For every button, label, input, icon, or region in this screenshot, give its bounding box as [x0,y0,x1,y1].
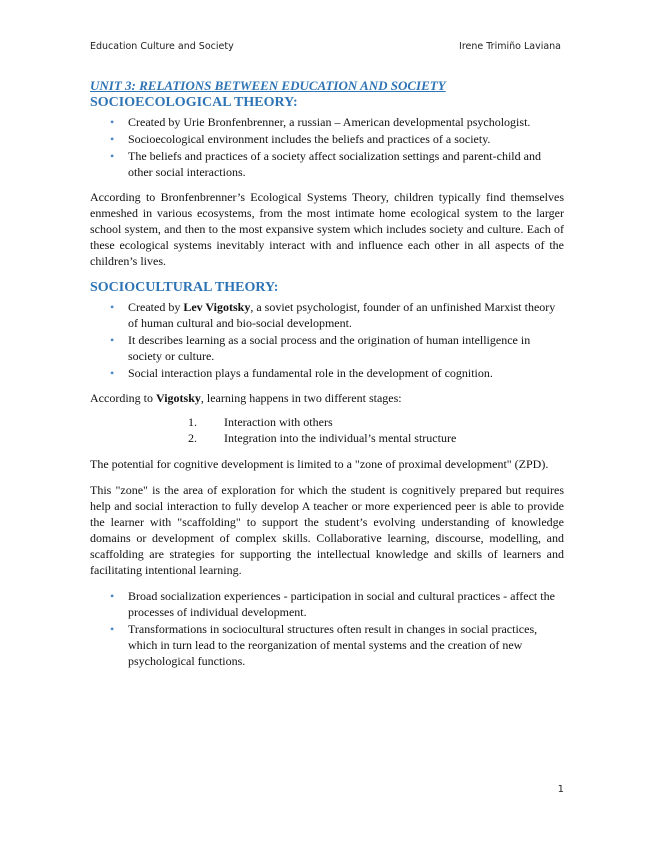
bronfenbrenner-paragraph: According to Bronfenbrenner’s Ecological Systems Theory, children typically find themselves enmeshed in various ecosystems, from the most intimate home ecological system to the larger school system, and then to the most expansive system which includes society and culture. Each of these ecological systems inevitably interact with and influence each other in all aspects of the children’s lives. [90,190,564,268]
list-item: • Socioecological environment includes the beliefs and practices of a society. [90,131,564,147]
list-item: • Social interaction plays a fundamental role in the development of cognition. [90,365,564,381]
unit-title: UNIT 3: RELATIONS BETWEEN EDUCATION AND SOCIETY [90,78,446,93]
list-item: • It describes learning as a social process and the origination of human intelligence in society or culture. [90,332,564,364]
list-item: • Created by Lev Vigotsky, a soviet psychologist, founder of an unfinished Marxist theory of human cultural and bio-social development. [90,299,564,331]
socioecological-bullets [90,114,564,180]
final-bullets [90,588,564,669]
sociocultural-heading: SOCIOCULTURAL THEORY: [90,280,279,295]
header-left: Education Culture and Society [90,41,234,52]
page-number: 1 [557,784,564,795]
list-item: • Broad socialization experiences - participation in social and cultural practices - affect the processes of individual development. [90,588,564,620]
list-item: • The beliefs and practices of a society affect socialization settings and parent-child and other social interactions. [90,148,564,180]
stages-list [90,414,564,446]
list-item: 2. Integration into the individual’s mental structure [188,431,457,445]
stages-intro: According to Vigotsky, learning happens in two different stages: [90,391,402,405]
zpd-paragraph: The potential for cognitive development is limited to a "zone of proximal development" (ZPD). [90,457,549,471]
list-item: • Created by Urie Bronfenbrenner, a russian – American developmental psychologist. [90,114,564,130]
sociocultural-bullets [90,299,564,381]
vigotsky-name: Lev Vigotsky [183,300,251,314]
list-item: 1. Interaction with others [188,415,333,429]
document-body [90,78,564,670]
socioecological-heading: SOCIOECOLOGICAL THEORY: [90,95,298,110]
zone-paragraph: This "zone" is the area of exploration for which the student is cognitively prepared but requires help and social interaction to fully develop A teacher or more experienced peer is able to provide the learner with "scaffolding" to support the student’s evolving understanding of knowledge domains or development of complex skills. Collaborative learning, discourse, modelling, and scaffolding are strategies for supporting the intellectual knowledge and skills of learners and facilitating intentional learning. [90,483,564,577]
list-item: • Transformations in sociocultural structures often result in changes in social practices, which in turn lead to the reorganization of mental systems and the creation of new psychological functions. [90,621,564,669]
header-right: Irene Trimiño Laviana [459,41,561,52]
